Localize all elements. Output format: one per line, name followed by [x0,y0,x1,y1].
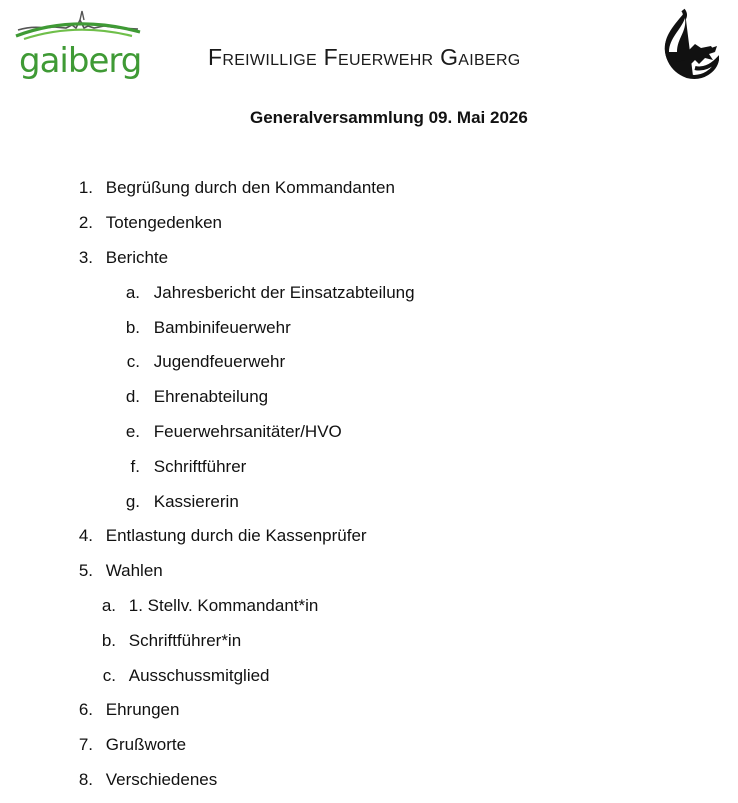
organization-title: Freiwillige Feuerwehr Gaiberg [208,44,521,70]
agenda-letter: c. [102,666,116,685]
agenda-text: Wahlen [105,561,163,580]
agenda-letter: b. [101,631,116,650]
agenda-item [72,699,179,721]
agenda-item [72,525,367,547]
agenda-text: Berichte [105,248,169,267]
agenda-text: Jugendfeuerwehr [153,352,286,371]
agenda-text: Schriftführer [153,457,247,476]
agenda-subitem [120,317,291,339]
agenda-letter: a. [101,596,116,615]
agenda-text: Kassiererin [153,492,239,511]
agenda-text: Ausschussmitglied [128,666,270,685]
agenda-number: 5. [78,561,93,580]
agenda-letter: e. [125,422,140,441]
agenda-text: Bambinifeuerwehr [153,318,291,337]
agenda-subitem [120,386,268,408]
agenda-number: 3. [78,248,93,267]
agenda-subitem [96,630,241,652]
gaiberg-logo [14,6,144,80]
agenda-text: Begrüßung durch den Kommandanten [105,178,395,197]
agenda-subitem [96,595,318,617]
agenda-letter: a. [125,283,140,302]
agenda-letter: f. [130,457,140,476]
agenda-number: 7. [78,735,93,754]
logo-wordmark: gaiberg [19,41,142,80]
agenda-letter: b. [125,318,140,337]
agenda-item [72,734,186,756]
agenda-number: 8. [78,770,93,789]
agenda-subitem [120,491,239,513]
agenda-subitem [120,421,342,443]
agenda-number: 4. [78,526,93,545]
agenda-text: Ehrenabteilung [153,387,269,406]
agenda-item [72,177,395,199]
agenda-text: Totengedenken [105,213,223,232]
agenda-subitem [96,665,270,687]
agenda-number: 2. [78,213,93,232]
agenda-text: Ehrungen [105,700,180,719]
agenda-text: Grußworte [105,735,187,754]
agenda-item [72,560,163,582]
agenda-subitem [120,282,415,304]
agenda-text: 1. Stellv. Kommandant*in [128,596,319,615]
agenda-text: Entlastung durch die Kassenprüfer [105,526,367,545]
agenda-item [72,247,168,269]
agenda-letter: g. [125,492,140,511]
agenda-letter: d. [125,387,140,406]
agenda-text: Verschiedenes [105,770,218,789]
fire-emblem-icon [655,8,719,80]
agenda-number: 6. [78,700,93,719]
agenda-item [72,212,222,234]
agenda-text: Schriftführer*in [128,631,242,650]
agenda-number: 1. [78,178,93,197]
agenda-subitem [120,351,285,373]
agenda-item [72,769,217,791]
agenda-text: Feuerwehrsanitäter/HVO [153,422,342,441]
agenda-subitem [120,456,246,478]
meeting-subtitle: Generalversammlung 09. Mai 2026 [250,108,528,127]
agenda-text: Jahresbericht der Einsatzabteilung [153,283,415,302]
agenda-letter: c. [126,352,140,371]
